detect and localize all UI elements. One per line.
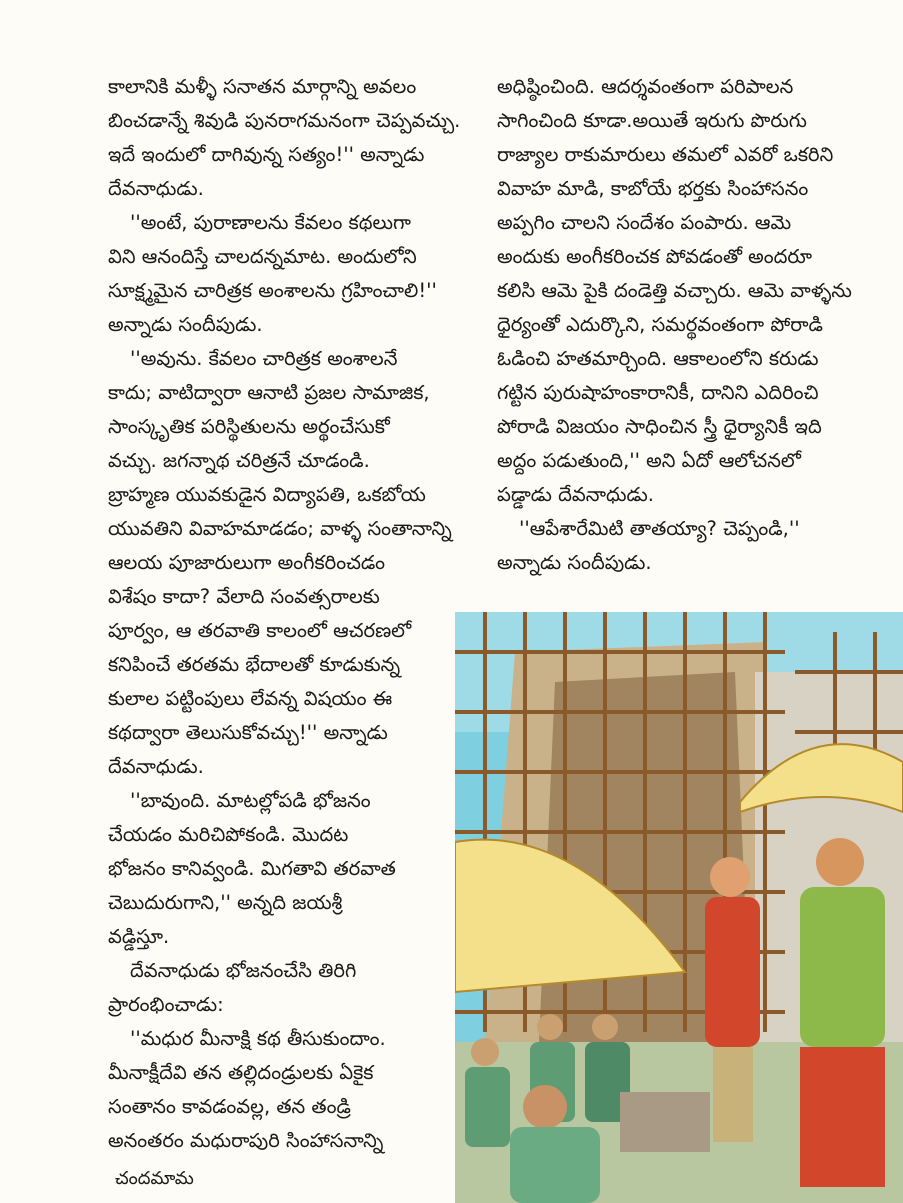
text-line: కలిసి ఆమె పైకి దండెత్తి వచ్చారు. ఆమె వాళ్ళను [497, 279, 852, 302]
text-line: విని ఆనందిస్తే చాలదన్నమాట. అందులోని [108, 245, 417, 268]
text-line: ఓడించి హతమార్చింది. ఆకాలంలోని కరుడు [497, 347, 819, 370]
text-line: యువతిని వివాహమాడడం; వాళ్ళ సంతానాన్ని [108, 517, 452, 540]
temple-construction-illustration [455, 612, 903, 1203]
text-line: బించడాన్నే శివుడి పునరాగమనంగా చెప్పవచ్చు. [108, 109, 461, 132]
text-line: గట్టిన పురుషాహంకారానికీ, దానిని ఎదిరించి [497, 381, 819, 404]
text-line: కనిపించే తరతమ భేదాలతో కూడుకున్న [108, 653, 401, 676]
text-line: కులాల పట్టింపులు లేవన్న విషయం ఈ [108, 687, 393, 710]
text-line: ఇదే ఇందులో దాగివున్న సత్యం!'' అన్నాడు [108, 143, 425, 166]
text-line: అధిష్ఠించింది. ఆదర్శవంతంగా పరిపాలన [497, 75, 794, 98]
text-line: అన్నాడు సందీపుడు. [497, 551, 652, 574]
text-line: వడ్డిస్తూ. [108, 925, 170, 948]
text-line: ''అవును. కేవలం చారిత్రక అంశాలనే [130, 347, 398, 370]
text-line: అన్నాడు సందీపుడు. [108, 313, 263, 336]
warrior-red [705, 857, 760, 1142]
text-line: పడ్డాడు దేవనాధుడు. [497, 483, 654, 506]
text-line: ధైర్యంతో ఎదుర్కొని, సమర్థవంతంగా పోరాడి [497, 313, 823, 336]
text-line: సాంస్కృతిక పరిస్థితులను అర్థంచేసుకో [108, 415, 390, 438]
text-line: ప్రారంభించాడు: [108, 993, 224, 1016]
text-line: ''ఆపేశారేమిటి తాతయ్యా? చెప్పండి,'' [519, 517, 800, 540]
text-line: భోజనం కానివ్వండి. మిగతావి తరవాత [108, 857, 396, 880]
text-line: దేవనాధుడు. [108, 755, 204, 778]
text-line: కాలానికి మళ్ళీ సనాతన మార్గాన్ని అవలం [108, 75, 417, 98]
text-line: కథద్వారా తెలుసుకోవచ్చు!'' అన్నాడు [108, 721, 388, 744]
right-column-top [497, 70, 872, 580]
left-column-lower [108, 580, 453, 1158]
text-line: ఆలయ పూజారులుగా అంగీకరించడం [108, 551, 385, 574]
text-line: అందుకు అంగీకరించక పోవడంతో అందరూ [497, 245, 813, 268]
text-line: మీనాక్షీదేవి తన తల్లిదండ్రులకు ఏకైక [108, 1061, 374, 1084]
text-line: సూక్ష్మమైన చారిత్రక అంశాలను గ్రహించాలి!'' [108, 279, 437, 302]
text-line: చెబుదురుగాని,'' అన్నది జయశ్రీ [108, 891, 343, 914]
text-line: అప్పగిం చాలని సందేశం పంపారు. ఆమె [497, 211, 792, 234]
text-line: దేవనాధుడు భోజనంచేసి తిరిగి [130, 959, 357, 982]
text-line: సాగించింది కూడా.అయితే ఇరుగు పొరుగు [497, 109, 807, 132]
text-line: కాదు; వాటిద్వారా ఆనాటి ప్రజల సామాజిక, [108, 381, 430, 404]
text-line: ''అంటే, పురాణాలను కేవలం కథలుగా [130, 211, 412, 234]
text-line: వచ్చు. జగన్నాథ చరిత్రనే చూడండి. [108, 449, 370, 472]
text-line: విశేషం కాదా? వేలాది సంవత్సరాలకు [108, 585, 380, 608]
text-line: సంతానం కావడంవల్ల, తన తండ్రి [108, 1095, 351, 1118]
text-line: బ్రాహ్మణ యువకుడైన విద్యాపతి, ఒకబోయ [108, 483, 426, 506]
text-line: రాజ్యాల రాకుమారులు తమలో ఎవరో ఒకరిని [497, 143, 834, 166]
text-line: చేయడం మరిచిపోకండి. మొదట [108, 823, 349, 846]
text-line: దేవనాధుడు. [108, 177, 204, 200]
text-line: వివాహ మాడి, కాబోయే భర్తకు సింహాసనం [497, 177, 809, 200]
text-line: పోరాడి విజయం సాధించిన స్త్రీ ధైర్యానికీ ఇది [497, 415, 822, 438]
warrior-green [800, 838, 885, 1187]
text-line: పూర్వం, ఆ తరవాతి కాలంలో ఆచరణలో [108, 619, 412, 642]
carved-stone-block [620, 1092, 710, 1152]
text-line: ''బావుంది. మాటల్లోపడి భోజనం [130, 789, 371, 812]
text-line: అనంతరం మధురాపురి సింహాసనాన్ని [108, 1129, 384, 1152]
text-line: అద్దం పడుతుంది,'' అని ఏదో ఆలోచనలో [497, 449, 801, 472]
text-line: ''మధుర మీనాక్షి కథ తీసుకుందాం. [130, 1027, 386, 1050]
left-column-top [108, 70, 461, 580]
magazine-footer: చందమామ [115, 1168, 194, 1189]
